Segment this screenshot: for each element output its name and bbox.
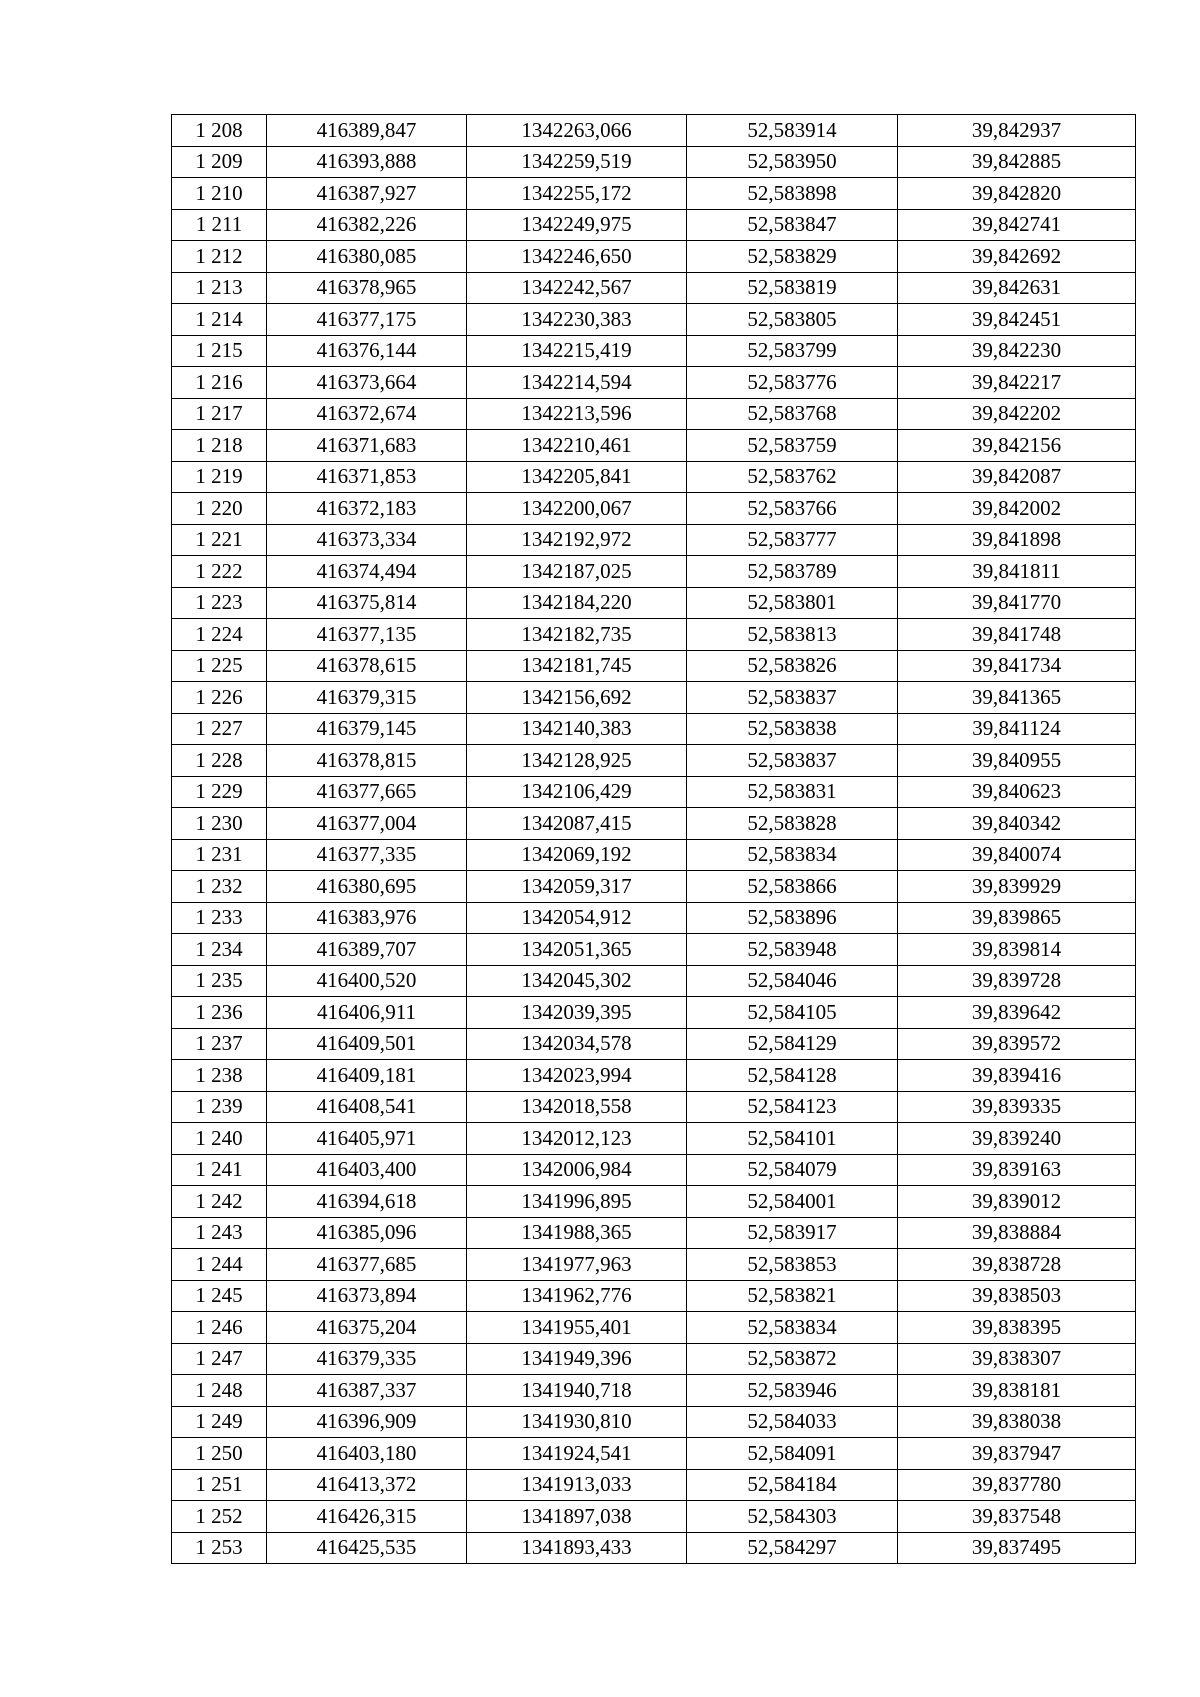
point-number-cell: 1 240 <box>172 1123 267 1155</box>
x-coordinate-cell: 416387,927 <box>267 178 467 210</box>
point-number-cell: 1 233 <box>172 902 267 934</box>
y-coordinate-cell: 1342246,650 <box>467 241 687 273</box>
longitude-cell: 39,842230 <box>898 335 1136 367</box>
table-row <box>172 902 1136 934</box>
x-coordinate-cell: 416377,685 <box>267 1249 467 1281</box>
longitude-cell: 39,838503 <box>898 1280 1136 1312</box>
x-coordinate-cell: 416374,494 <box>267 556 467 588</box>
latitude-cell: 52,584105 <box>687 997 898 1029</box>
longitude-cell: 39,842885 <box>898 146 1136 178</box>
point-number-cell: 1 216 <box>172 367 267 399</box>
x-coordinate-cell: 416377,665 <box>267 776 467 808</box>
point-number-cell: 1 236 <box>172 997 267 1029</box>
latitude-cell: 52,584297 <box>687 1532 898 1564</box>
x-coordinate-cell: 416373,334 <box>267 524 467 556</box>
x-coordinate-cell: 416406,911 <box>267 997 467 1029</box>
y-coordinate-cell: 1342214,594 <box>467 367 687 399</box>
x-coordinate-cell: 416394,618 <box>267 1186 467 1218</box>
point-number-cell: 1 225 <box>172 650 267 682</box>
table-row <box>172 1060 1136 1092</box>
latitude-cell: 52,583834 <box>687 1312 898 1344</box>
point-number-cell: 1 220 <box>172 493 267 525</box>
table-row <box>172 1123 1136 1155</box>
y-coordinate-cell: 1342128,925 <box>467 745 687 777</box>
table-row <box>172 839 1136 871</box>
longitude-cell: 39,839814 <box>898 934 1136 966</box>
table-row <box>172 146 1136 178</box>
y-coordinate-cell: 1341996,895 <box>467 1186 687 1218</box>
x-coordinate-cell: 416377,335 <box>267 839 467 871</box>
latitude-cell: 52,584001 <box>687 1186 898 1218</box>
x-coordinate-cell: 416389,847 <box>267 115 467 147</box>
y-coordinate-cell: 1342182,735 <box>467 619 687 651</box>
y-coordinate-cell: 1341949,396 <box>467 1343 687 1375</box>
table-row <box>172 1280 1136 1312</box>
x-coordinate-cell: 416387,337 <box>267 1375 467 1407</box>
y-coordinate-cell: 1341930,810 <box>467 1406 687 1438</box>
longitude-cell: 39,837947 <box>898 1438 1136 1470</box>
y-coordinate-cell: 1341940,718 <box>467 1375 687 1407</box>
x-coordinate-cell: 416373,894 <box>267 1280 467 1312</box>
point-number-cell: 1 213 <box>172 272 267 304</box>
longitude-cell: 39,839572 <box>898 1028 1136 1060</box>
x-coordinate-cell: 416377,135 <box>267 619 467 651</box>
x-coordinate-cell: 416403,400 <box>267 1154 467 1186</box>
y-coordinate-cell: 1342192,972 <box>467 524 687 556</box>
longitude-cell: 39,839335 <box>898 1091 1136 1123</box>
longitude-cell: 39,842820 <box>898 178 1136 210</box>
longitude-cell: 39,842002 <box>898 493 1136 525</box>
table-row <box>172 1343 1136 1375</box>
y-coordinate-cell: 1342200,067 <box>467 493 687 525</box>
y-coordinate-cell: 1342039,395 <box>467 997 687 1029</box>
latitude-cell: 52,583853 <box>687 1249 898 1281</box>
latitude-cell: 52,583946 <box>687 1375 898 1407</box>
longitude-cell: 39,839929 <box>898 871 1136 903</box>
table-row <box>172 1091 1136 1123</box>
x-coordinate-cell: 416372,674 <box>267 398 467 430</box>
table-row <box>172 1249 1136 1281</box>
point-number-cell: 1 244 <box>172 1249 267 1281</box>
y-coordinate-cell: 1341924,541 <box>467 1438 687 1470</box>
x-coordinate-cell: 416396,909 <box>267 1406 467 1438</box>
latitude-cell: 52,583847 <box>687 209 898 241</box>
longitude-cell: 39,842451 <box>898 304 1136 336</box>
table-row <box>172 556 1136 588</box>
y-coordinate-cell: 1342006,984 <box>467 1154 687 1186</box>
table-row <box>172 493 1136 525</box>
x-coordinate-cell: 416379,335 <box>267 1343 467 1375</box>
point-number-cell: 1 231 <box>172 839 267 871</box>
latitude-cell: 52,584046 <box>687 965 898 997</box>
latitude-cell: 52,583776 <box>687 367 898 399</box>
longitude-cell: 39,838181 <box>898 1375 1136 1407</box>
longitude-cell: 39,839642 <box>898 997 1136 1029</box>
latitude-cell: 52,583813 <box>687 619 898 651</box>
y-coordinate-cell: 1342187,025 <box>467 556 687 588</box>
y-coordinate-cell: 1342140,383 <box>467 713 687 745</box>
x-coordinate-cell: 416408,541 <box>267 1091 467 1123</box>
x-coordinate-cell: 416409,181 <box>267 1060 467 1092</box>
table-row <box>172 178 1136 210</box>
longitude-cell: 39,842217 <box>898 367 1136 399</box>
y-coordinate-cell: 1341955,401 <box>467 1312 687 1344</box>
point-number-cell: 1 211 <box>172 209 267 241</box>
latitude-cell: 52,583834 <box>687 839 898 871</box>
x-coordinate-cell: 416376,144 <box>267 335 467 367</box>
longitude-cell: 39,842202 <box>898 398 1136 430</box>
point-number-cell: 1 217 <box>172 398 267 430</box>
y-coordinate-cell: 1342205,841 <box>467 461 687 493</box>
latitude-cell: 52,583898 <box>687 178 898 210</box>
y-coordinate-cell: 1342054,912 <box>467 902 687 934</box>
y-coordinate-cell: 1342059,317 <box>467 871 687 903</box>
x-coordinate-cell: 416380,085 <box>267 241 467 273</box>
latitude-cell: 52,583819 <box>687 272 898 304</box>
latitude-cell: 52,583766 <box>687 493 898 525</box>
longitude-cell: 39,841811 <box>898 556 1136 588</box>
x-coordinate-cell: 416405,971 <box>267 1123 467 1155</box>
table-row <box>172 1532 1136 1564</box>
longitude-cell: 39,841898 <box>898 524 1136 556</box>
x-coordinate-cell: 416409,501 <box>267 1028 467 1060</box>
table-row <box>172 1217 1136 1249</box>
y-coordinate-cell: 1342184,220 <box>467 587 687 619</box>
latitude-cell: 52,583777 <box>687 524 898 556</box>
x-coordinate-cell: 416393,888 <box>267 146 467 178</box>
point-number-cell: 1 212 <box>172 241 267 273</box>
longitude-cell: 39,837495 <box>898 1532 1136 1564</box>
table-row <box>172 1406 1136 1438</box>
table-row <box>172 241 1136 273</box>
table-row <box>172 398 1136 430</box>
longitude-cell: 39,840342 <box>898 808 1136 840</box>
longitude-cell: 39,841365 <box>898 682 1136 714</box>
longitude-cell: 39,840955 <box>898 745 1136 777</box>
y-coordinate-cell: 1341962,776 <box>467 1280 687 1312</box>
latitude-cell: 52,583831 <box>687 776 898 808</box>
latitude-cell: 52,583828 <box>687 808 898 840</box>
y-coordinate-cell: 1342106,429 <box>467 776 687 808</box>
longitude-cell: 39,839416 <box>898 1060 1136 1092</box>
latitude-cell: 52,583821 <box>687 1280 898 1312</box>
table-row <box>172 461 1136 493</box>
latitude-cell: 52,584091 <box>687 1438 898 1470</box>
y-coordinate-cell: 1341977,963 <box>467 1249 687 1281</box>
table-row <box>172 997 1136 1029</box>
latitude-cell: 52,583914 <box>687 115 898 147</box>
table-row <box>172 304 1136 336</box>
point-number-cell: 1 246 <box>172 1312 267 1344</box>
table-row <box>172 1028 1136 1060</box>
table-row <box>172 682 1136 714</box>
coordinates-table <box>171 114 1136 1564</box>
y-coordinate-cell: 1342087,415 <box>467 808 687 840</box>
y-coordinate-cell: 1341893,433 <box>467 1532 687 1564</box>
latitude-cell: 52,584101 <box>687 1123 898 1155</box>
table-row <box>172 272 1136 304</box>
point-number-cell: 1 222 <box>172 556 267 588</box>
point-number-cell: 1 210 <box>172 178 267 210</box>
latitude-cell: 52,583789 <box>687 556 898 588</box>
longitude-cell: 39,842156 <box>898 430 1136 462</box>
longitude-cell: 39,841124 <box>898 713 1136 745</box>
y-coordinate-cell: 1342255,172 <box>467 178 687 210</box>
latitude-cell: 52,584129 <box>687 1028 898 1060</box>
latitude-cell: 52,583837 <box>687 682 898 714</box>
point-number-cell: 1 235 <box>172 965 267 997</box>
latitude-cell: 52,583917 <box>687 1217 898 1249</box>
point-number-cell: 1 218 <box>172 430 267 462</box>
latitude-cell: 52,584184 <box>687 1469 898 1501</box>
x-coordinate-cell: 416378,615 <box>267 650 467 682</box>
x-coordinate-cell: 416400,520 <box>267 965 467 997</box>
table-row <box>172 965 1136 997</box>
x-coordinate-cell: 416380,695 <box>267 871 467 903</box>
latitude-cell: 52,583950 <box>687 146 898 178</box>
latitude-cell: 52,584128 <box>687 1060 898 1092</box>
y-coordinate-cell: 1342018,558 <box>467 1091 687 1123</box>
point-number-cell: 1 238 <box>172 1060 267 1092</box>
y-coordinate-cell: 1342181,745 <box>467 650 687 682</box>
y-coordinate-cell: 1342069,192 <box>467 839 687 871</box>
table-row <box>172 650 1136 682</box>
latitude-cell: 52,583826 <box>687 650 898 682</box>
longitude-cell: 39,840074 <box>898 839 1136 871</box>
longitude-cell: 39,842631 <box>898 272 1136 304</box>
point-number-cell: 1 241 <box>172 1154 267 1186</box>
point-number-cell: 1 252 <box>172 1501 267 1533</box>
point-number-cell: 1 243 <box>172 1217 267 1249</box>
y-coordinate-cell: 1342213,596 <box>467 398 687 430</box>
table-row <box>172 587 1136 619</box>
y-coordinate-cell: 1342156,692 <box>467 682 687 714</box>
longitude-cell: 39,839865 <box>898 902 1136 934</box>
x-coordinate-cell: 416389,707 <box>267 934 467 966</box>
coordinates-table-body <box>172 115 1136 1564</box>
y-coordinate-cell: 1342023,994 <box>467 1060 687 1092</box>
y-coordinate-cell: 1342242,567 <box>467 272 687 304</box>
y-coordinate-cell: 1342051,365 <box>467 934 687 966</box>
x-coordinate-cell: 416371,683 <box>267 430 467 462</box>
point-number-cell: 1 224 <box>172 619 267 651</box>
point-number-cell: 1 228 <box>172 745 267 777</box>
longitude-cell: 39,841748 <box>898 619 1136 651</box>
x-coordinate-cell: 416426,315 <box>267 1501 467 1533</box>
x-coordinate-cell: 416378,965 <box>267 272 467 304</box>
latitude-cell: 52,583799 <box>687 335 898 367</box>
point-number-cell: 1 242 <box>172 1186 267 1218</box>
point-number-cell: 1 247 <box>172 1343 267 1375</box>
y-coordinate-cell: 1341913,033 <box>467 1469 687 1501</box>
latitude-cell: 52,583762 <box>687 461 898 493</box>
table-row <box>172 1469 1136 1501</box>
table-row <box>172 1438 1136 1470</box>
x-coordinate-cell: 416373,664 <box>267 367 467 399</box>
latitude-cell: 52,583948 <box>687 934 898 966</box>
latitude-cell: 52,583801 <box>687 587 898 619</box>
longitude-cell: 39,842087 <box>898 461 1136 493</box>
table-row <box>172 808 1136 840</box>
point-number-cell: 1 221 <box>172 524 267 556</box>
x-coordinate-cell: 416377,175 <box>267 304 467 336</box>
x-coordinate-cell: 416383,976 <box>267 902 467 934</box>
x-coordinate-cell: 416377,004 <box>267 808 467 840</box>
y-coordinate-cell: 1342259,519 <box>467 146 687 178</box>
longitude-cell: 39,838307 <box>898 1343 1136 1375</box>
table-row <box>172 1154 1136 1186</box>
longitude-cell: 39,842692 <box>898 241 1136 273</box>
point-number-cell: 1 219 <box>172 461 267 493</box>
x-coordinate-cell: 416371,853 <box>267 461 467 493</box>
point-number-cell: 1 230 <box>172 808 267 840</box>
latitude-cell: 52,583838 <box>687 713 898 745</box>
y-coordinate-cell: 1342045,302 <box>467 965 687 997</box>
table-row <box>172 776 1136 808</box>
point-number-cell: 1 232 <box>172 871 267 903</box>
longitude-cell: 39,840623 <box>898 776 1136 808</box>
y-coordinate-cell: 1341988,365 <box>467 1217 687 1249</box>
x-coordinate-cell: 416413,372 <box>267 1469 467 1501</box>
table-row <box>172 1186 1136 1218</box>
x-coordinate-cell: 416372,183 <box>267 493 467 525</box>
table-row <box>172 335 1136 367</box>
x-coordinate-cell: 416378,815 <box>267 745 467 777</box>
x-coordinate-cell: 416379,315 <box>267 682 467 714</box>
x-coordinate-cell: 416403,180 <box>267 1438 467 1470</box>
point-number-cell: 1 208 <box>172 115 267 147</box>
longitude-cell: 39,839012 <box>898 1186 1136 1218</box>
latitude-cell: 52,583837 <box>687 745 898 777</box>
longitude-cell: 39,838038 <box>898 1406 1136 1438</box>
longitude-cell: 39,842741 <box>898 209 1136 241</box>
longitude-cell: 39,838728 <box>898 1249 1136 1281</box>
x-coordinate-cell: 416375,204 <box>267 1312 467 1344</box>
table-row <box>172 745 1136 777</box>
latitude-cell: 52,583759 <box>687 430 898 462</box>
latitude-cell: 52,583866 <box>687 871 898 903</box>
latitude-cell: 52,583829 <box>687 241 898 273</box>
latitude-cell: 52,584123 <box>687 1091 898 1123</box>
latitude-cell: 52,583872 <box>687 1343 898 1375</box>
x-coordinate-cell: 416379,145 <box>267 713 467 745</box>
point-number-cell: 1 223 <box>172 587 267 619</box>
point-number-cell: 1 249 <box>172 1406 267 1438</box>
table-row <box>172 209 1136 241</box>
latitude-cell: 52,584303 <box>687 1501 898 1533</box>
point-number-cell: 1 253 <box>172 1532 267 1564</box>
longitude-cell: 39,839163 <box>898 1154 1136 1186</box>
y-coordinate-cell: 1342249,975 <box>467 209 687 241</box>
point-number-cell: 1 229 <box>172 776 267 808</box>
point-number-cell: 1 250 <box>172 1438 267 1470</box>
y-coordinate-cell: 1342210,461 <box>467 430 687 462</box>
longitude-cell: 39,842937 <box>898 115 1136 147</box>
longitude-cell: 39,838395 <box>898 1312 1136 1344</box>
point-number-cell: 1 214 <box>172 304 267 336</box>
x-coordinate-cell: 416385,096 <box>267 1217 467 1249</box>
point-number-cell: 1 209 <box>172 146 267 178</box>
point-number-cell: 1 237 <box>172 1028 267 1060</box>
table-row <box>172 1501 1136 1533</box>
point-number-cell: 1 245 <box>172 1280 267 1312</box>
point-number-cell: 1 215 <box>172 335 267 367</box>
point-number-cell: 1 227 <box>172 713 267 745</box>
point-number-cell: 1 239 <box>172 1091 267 1123</box>
longitude-cell: 39,841770 <box>898 587 1136 619</box>
latitude-cell: 52,583896 <box>687 902 898 934</box>
y-coordinate-cell: 1342230,383 <box>467 304 687 336</box>
y-coordinate-cell: 1342263,066 <box>467 115 687 147</box>
y-coordinate-cell: 1342215,419 <box>467 335 687 367</box>
longitude-cell: 39,839240 <box>898 1123 1136 1155</box>
x-coordinate-cell: 416382,226 <box>267 209 467 241</box>
x-coordinate-cell: 416375,814 <box>267 587 467 619</box>
table-row <box>172 430 1136 462</box>
point-number-cell: 1 234 <box>172 934 267 966</box>
table-row <box>172 713 1136 745</box>
y-coordinate-cell: 1342034,578 <box>467 1028 687 1060</box>
table-row <box>172 1312 1136 1344</box>
latitude-cell: 52,583768 <box>687 398 898 430</box>
longitude-cell: 39,837548 <box>898 1501 1136 1533</box>
longitude-cell: 39,841734 <box>898 650 1136 682</box>
latitude-cell: 52,584033 <box>687 1406 898 1438</box>
longitude-cell: 39,837780 <box>898 1469 1136 1501</box>
point-number-cell: 1 251 <box>172 1469 267 1501</box>
point-number-cell: 1 248 <box>172 1375 267 1407</box>
latitude-cell: 52,584079 <box>687 1154 898 1186</box>
table-row <box>172 115 1136 147</box>
table-row <box>172 934 1136 966</box>
y-coordinate-cell: 1342012,123 <box>467 1123 687 1155</box>
table-row <box>172 871 1136 903</box>
y-coordinate-cell: 1341897,038 <box>467 1501 687 1533</box>
longitude-cell: 39,838884 <box>898 1217 1136 1249</box>
latitude-cell: 52,583805 <box>687 304 898 336</box>
x-coordinate-cell: 416425,535 <box>267 1532 467 1564</box>
table-row <box>172 524 1136 556</box>
table-row <box>172 619 1136 651</box>
longitude-cell: 39,839728 <box>898 965 1136 997</box>
table-row <box>172 367 1136 399</box>
point-number-cell: 1 226 <box>172 682 267 714</box>
table-row <box>172 1375 1136 1407</box>
